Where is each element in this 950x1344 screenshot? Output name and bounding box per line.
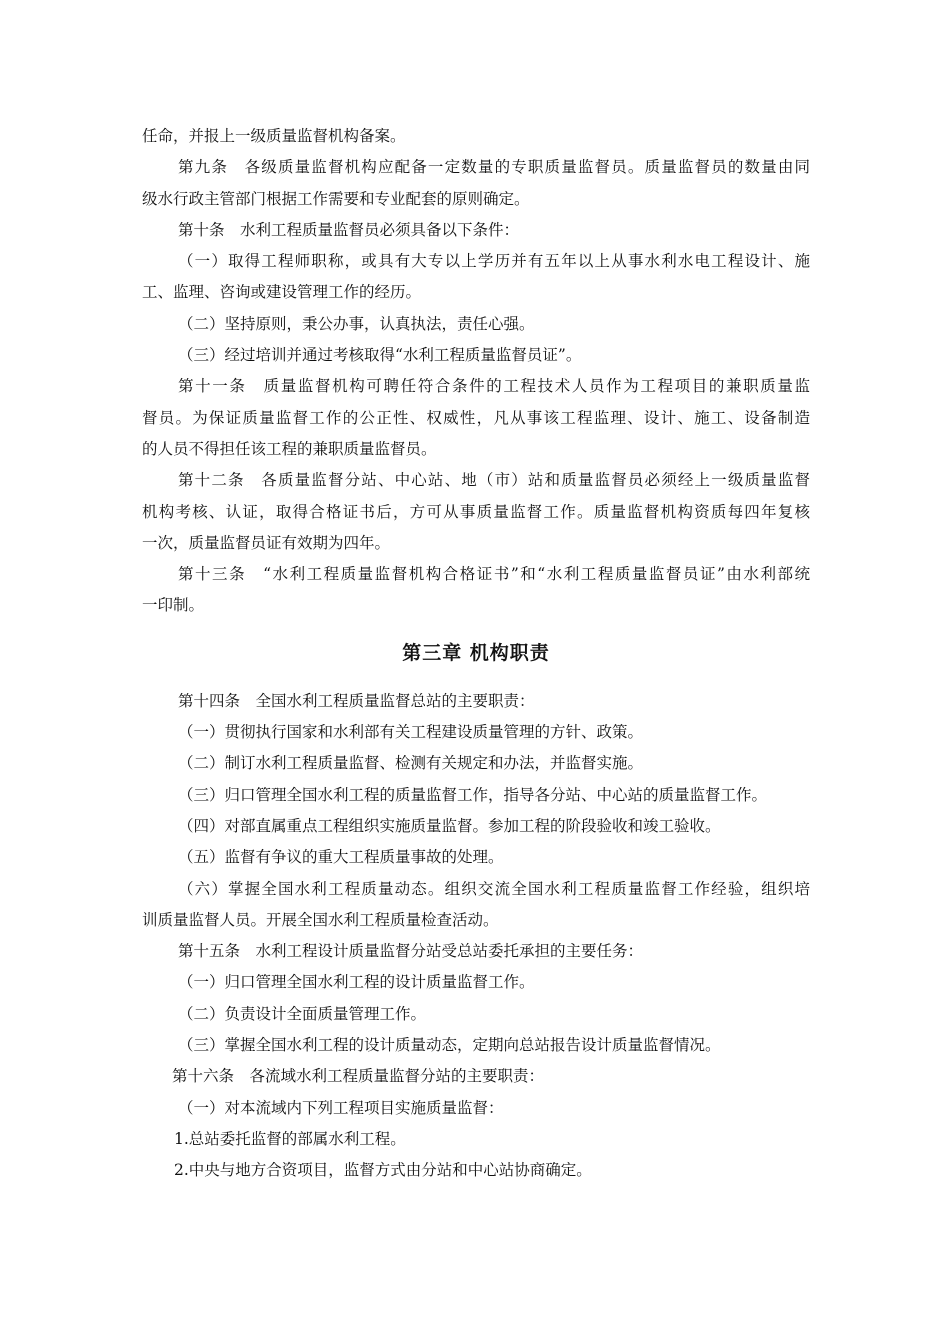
regulation-text-bottom (142, 686, 810, 1187)
text-line: （一）取得工程师职称，或具有大专以上学历并有五年以上从事水利水电工程设计、施 (178, 252, 810, 271)
text-line: 第十一条 质量监督机构可聘任符合条件的工程技术人员作为工程项目的兼职质量监 (178, 377, 810, 396)
document-page (142, 121, 810, 1187)
text-line: 机构考核、认证，取得合格证书后，方可从事质量监督工作。质量监督机构资质每四年复核 (142, 502, 810, 521)
text-line: （四）对部直属重点工程组织实施质量监督。参加工程的阶段验收和竣工验收。 (178, 816, 721, 835)
text-line: 训质量监督人员。开展全国水利工程质量检查活动。 (142, 910, 499, 929)
text-line: 第十三条 “水利工程质量监督机构合格证书”和“水利工程质量监督员证”由水利部统 (178, 565, 810, 584)
text-line: 工、监理、咨询或建设管理工作的经历。 (142, 283, 422, 302)
text-line: （二）坚持原则，秉公办事，认真执法，责任心强。 (178, 314, 535, 333)
text-line: （六）掌握全国水利工程质量动态。组织交流全国水利工程质量监督工作经验，组织培 (178, 879, 810, 898)
text-line: 第十二条 各质量监督分站、中心站、地（市）站和质量监督员必须经上一级质量监督 (178, 471, 810, 490)
text-line: 第十六条 各流域水利工程质量监督分站的主要职责： (172, 1067, 545, 1086)
text-line: （二）负责设计全面质量管理工作。 (178, 1004, 427, 1023)
text-line: 第十五条 水利工程设计质量监督分站受总站委托承担的主要任务： (178, 942, 644, 961)
text-line: 2.中央与地方合资项目，监督方式由分站和中心站协商确定。 (174, 1161, 592, 1180)
text-line: （二）制订水利工程质量监督、检测有关规定和办法，并监督实施。 (178, 754, 644, 773)
text-line: （五）监督有争议的重大工程质量事故的处理。 (178, 848, 504, 867)
text-line: 一印制。 (142, 596, 205, 615)
text-line: 第十四条 全国水利工程质量监督总站的主要职责： (178, 691, 535, 710)
text-line: （一）对本流域内下列工程项目实施质量监督： (178, 1098, 504, 1117)
text-line: 督员。为保证质量监督工作的公正性、权威性，凡从事该工程监理、设计、施工、设备制造 (142, 408, 810, 427)
text-line: 第十条 水利工程质量监督员必须具备以下条件： (178, 220, 520, 239)
text-line: 一次，质量监督员证有效期为四年。 (142, 533, 391, 552)
text-line: 级水行政主管部门根据工作需要和专业配套的原则确定。 (142, 189, 530, 208)
text-line: （三）经过培训并通过考核取得“水利工程质量监督员证”。 (178, 346, 582, 365)
chapter-title: 第三章 机构职责 (402, 641, 550, 664)
text-line: 的人员不得担任该工程的兼职质量监督员。 (142, 439, 437, 458)
text-line: （三）归口管理全国水利工程的质量监督工作，指导各分站、中心站的质量监督工作。 (178, 785, 768, 804)
text-line: （三）掌握全国水利工程的设计质量动态，定期向总站报告设计质量监督情况。 (178, 1036, 721, 1055)
text-line: （一）归口管理全国水利工程的设计质量监督工作。 (178, 973, 535, 992)
text-line: 1.总站委托监督的部属水利工程。 (174, 1129, 406, 1148)
text-line: （一）贯彻执行国家和水利部有关工程建设质量管理的方针、政策。 (178, 723, 644, 742)
text-line: 任命，并报上一级质量监督机构备案。 (142, 127, 406, 145)
text-line: 第九条 各级质量监督机构应配备一定数量的专职质量监督员。质量监督员的数量由同 (178, 158, 810, 177)
regulation-text-top (142, 121, 810, 622)
